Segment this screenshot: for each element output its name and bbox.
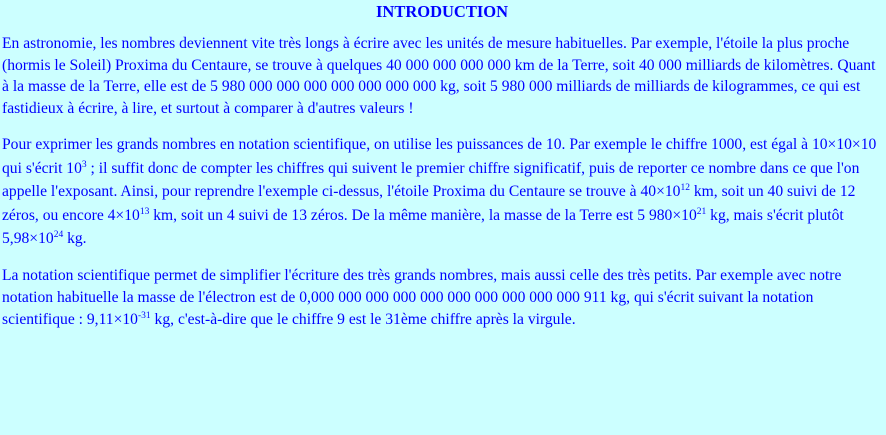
text-segment: kg. — [63, 230, 87, 247]
text-segment: kg, mais s'écrit plutôt 5,98×10 — [2, 206, 844, 247]
text-segment: km, soit un 40 suivi de 12 zéros, ou encore 4×10 — [2, 183, 856, 224]
text-segment: La notation scientifique permet de simplifier l'écriture des très grands nombres, mais aussi celle des très petits. Par exemple avec notre notation habituelle la masse de l'électron est de 0,000 000 000 000 000 000 000 000 000 000 911 kg, qui s'écrit suivant la notation scientifique : 9,11×10 — [2, 266, 842, 328]
exponent: 12 — [680, 182, 690, 193]
exponent: 21 — [696, 206, 707, 217]
paragraph-powers-of-ten — [2, 133, 882, 251]
text-segment: ; il suffit donc de compter les chiffres qui suivent le premier chiffre significatif, puis de reporter ce nombre dans ce que l'on appelle l'exposant. Ainsi, pour reprendre l'exemple ci-dessus, l'étoile Proxima du Centaure se trouve à 40×10 — [2, 159, 860, 200]
text-segment: kg, c'est-à-dire que le chiffre 9 est le 31ème chiffre après la virgule. — [150, 310, 576, 328]
paragraph-small-numbers — [2, 265, 882, 331]
paragraph-intro-text: En astronomie, les nombres deviennent vite très longs à écrire avec les unités de mesure habituelles. Par exemple, l'étoile la plus proche (hormis le Soleil) Proxima du Centaure, se trouve à quelques 40 000 000 000 000 km de la Terre, soit 40 000 milliards de kilomètres. Quant à la masse de la Terre, elle est de 5 980 000 000 000 000 000 000 000 kg, soit 5 980 000 milliards de milliards de kilogrammes, ce qui est fastidieux à écrire, à lire, et surtout à comparer à d'autres valeurs ! — [2, 35, 876, 117]
exponent: 13 — [139, 206, 150, 217]
exponent: -31 — [137, 310, 151, 321]
text-segment: km, soit un 4 suivi de 13 zéros. De la même manière, la masse de la Terre est 5 980×10 — [149, 206, 697, 224]
exponent: 24 — [53, 229, 64, 240]
text-segment: Pour exprimer les grands nombres en notation scientifique, on utilise les puissances de 10. Par exemple le chiffre 1000, est égal à 10×10×10 qui s'écrit 10 — [2, 136, 877, 177]
page — [0, 2, 886, 435]
exponent: 3 — [81, 159, 87, 170]
paragraph-intro — [2, 33, 882, 119]
page-title: INTRODUCTION — [375, 2, 509, 21]
